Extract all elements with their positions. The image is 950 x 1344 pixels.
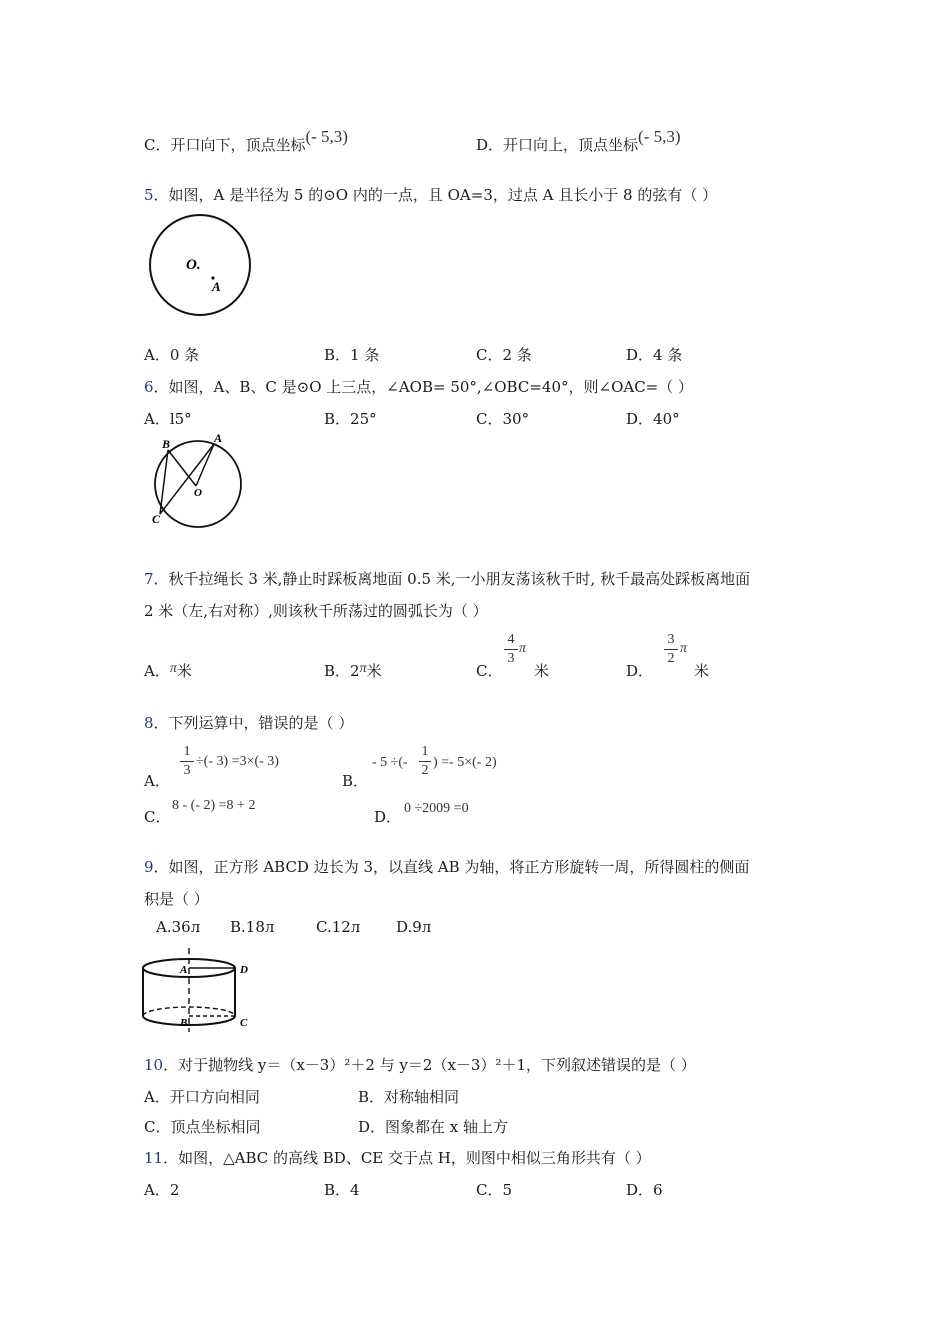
q9-label-c: C — [240, 1017, 248, 1029]
q7-option-d-pi: π — [680, 641, 688, 656]
q8-option-b-numerator: 1 — [421, 744, 429, 759]
q8-text: ．下列运算中，错误的是（ ） — [153, 714, 354, 732]
q9-option-c: C.12л — [316, 918, 361, 936]
q4-option-d-label: D．开口向上，顶点坐标 — [476, 136, 639, 154]
q10-number: 10 — [144, 1056, 164, 1074]
q7-option-d-numerator: 3 — [667, 632, 675, 647]
q7-option-c-pi: π — [519, 641, 527, 656]
q7-option-a-unit: 米 — [176, 662, 192, 680]
q6-label-a: A — [214, 432, 223, 445]
q6-option-b: B．25° — [324, 410, 377, 428]
q5-text: ．如图，A 是半径为 5 的⊙O 内的一点，且 OA=3，过点 A 且长小于 8 的弦有（ ） — [153, 186, 718, 204]
q11-text: ．如图，△ABC 的高线 BD、CE 交于点 H，则图中相似三角形共有（ ） — [163, 1149, 651, 1167]
q9-cylinder-figure — [140, 946, 260, 1034]
q8-option-a-rest: ÷(- 3) =3×(- 3) — [196, 754, 279, 769]
q8-option-b-denominator: 2 — [421, 763, 429, 778]
q9-option-a: A.36л — [156, 918, 201, 936]
q10-option-d: D．图象都在 x 轴上方 — [358, 1118, 509, 1136]
q7-option-d-label: D． — [626, 662, 654, 680]
q5-option-d: D．4 条 — [626, 346, 683, 364]
q6-label-o: O — [194, 487, 202, 499]
q8-option-a-fraction — [180, 744, 194, 779]
q8-option-a-label: A． — [144, 772, 170, 790]
q5-circle-figure — [146, 212, 256, 318]
q7-option-d-fraction-bar — [664, 649, 678, 650]
q7-number: 7 — [144, 570, 154, 588]
q9-number: 9 — [144, 858, 154, 876]
q5-label-a: A — [212, 279, 221, 294]
q4-option-c-label: C．开口向下，顶点坐标 — [144, 136, 306, 154]
q4-option-d — [476, 127, 681, 155]
q9-option-b: B.18л — [230, 918, 275, 936]
q7-option-a-label: A． — [144, 662, 170, 680]
q8-option-b-label: B． — [342, 772, 369, 790]
q7-option-b-label: B．2 — [324, 662, 360, 680]
q6-stem — [144, 376, 693, 397]
q8-option-d-math: 0 ÷2009 =0 — [404, 801, 469, 816]
q9-text-line1: ．如图，正方形 ABCD 边长为 3，以直线 AB 为轴，将正方形旋转一周，所得圆柱的侧面 — [153, 858, 750, 876]
q7-option-c-label: C． — [476, 662, 503, 680]
q7-option-c-numerator: 4 — [507, 632, 515, 647]
q9-stem-line2: 积是（ ） — [144, 890, 209, 908]
q10-option-a: A．开口方向相同 — [144, 1088, 260, 1106]
q7-stem-line1 — [144, 568, 750, 589]
q7-stem-line2: 2 米（左,右对称）,则该秋千所荡过的圆弧长为（ ） — [144, 602, 488, 620]
q11-option-d: D．6 — [626, 1181, 663, 1199]
q5-option-a: A．0 条 — [144, 346, 200, 364]
q7-option-c-unit: 米 — [534, 662, 550, 680]
q8-option-a-numerator: 1 — [183, 744, 191, 759]
q10-option-b: B．对称轴相同 — [358, 1088, 460, 1106]
q7-option-b-pi: π — [359, 661, 367, 676]
q5-option-c: C．2 条 — [476, 346, 532, 364]
q9-label-a: A — [180, 964, 188, 976]
q10-stem — [144, 1054, 696, 1075]
q6-circle-figure — [146, 432, 250, 532]
q8-stem — [144, 712, 353, 733]
q5-label-o: O. — [186, 257, 201, 273]
q6-option-a: A．l5° — [144, 410, 192, 428]
q6-option-d: D．40° — [626, 410, 680, 428]
q7-text-line1: ．秋千拉绳长 3 米,静止时踩板离地面 0.5 米,一小朋友荡该秋千时, 秋千最高处踩板离地面 — [153, 570, 751, 588]
q4-option-d-coord: (- 5,3) — [638, 127, 681, 146]
q8-option-b-rest: ) =- 5×(- 2) — [433, 755, 497, 770]
q7-option-d-fraction — [664, 632, 678, 667]
q10-text: ．对于抛物线 y＝（x－3）²＋2 与 y＝2（x－3）²＋1，下列叙述错误的是（ ） — [163, 1056, 696, 1074]
q7-option-a — [144, 660, 192, 681]
q9-label-d: D — [240, 964, 248, 976]
q6-label-c: C — [152, 512, 161, 526]
q11-number: 11 — [144, 1149, 164, 1167]
q8-option-b-pre: - 5 ÷(- — [372, 755, 408, 770]
q6-number: 6 — [144, 378, 154, 396]
q5-option-b: B．1 条 — [324, 346, 380, 364]
q8-number: 8 — [144, 714, 154, 732]
q7-option-c-denominator: 3 — [507, 651, 515, 666]
q9-option-d: D.9л — [396, 918, 432, 936]
q9-stem-line1 — [144, 856, 749, 877]
q7-option-a-pi: π — [169, 661, 177, 676]
q8-option-a-denominator: 3 — [183, 763, 191, 778]
q8-option-a-fraction-bar — [180, 761, 194, 762]
q5-number: 5 — [144, 186, 154, 204]
q7-option-b-unit: 米 — [366, 662, 382, 680]
q6-label-b: B — [162, 437, 171, 451]
q11-option-c: C．5 — [476, 1181, 513, 1199]
q10-option-c: C．顶点坐标相同 — [144, 1118, 261, 1136]
q6-text: ．如图，A、B、C 是⊙O 上三点，∠AOB= 50°,∠OBC=40°，则∠OAC=（ ） — [153, 378, 694, 396]
q4-option-c — [144, 127, 348, 155]
q11-option-a: A．2 — [144, 1181, 180, 1199]
q8-option-c-math: 8 - (- 2) =8 + 2 — [172, 798, 256, 813]
q7-option-b — [324, 660, 382, 681]
q7-option-c-fraction-bar — [504, 649, 518, 650]
q7-option-d-unit: 米 — [694, 662, 710, 680]
q6-option-c: C．30° — [476, 410, 530, 428]
q7-option-d-denominator: 2 — [667, 651, 675, 666]
q6-segment-bo — [168, 450, 196, 486]
q8-option-b-fraction-bar — [419, 761, 431, 762]
q8-option-c-label: C． — [144, 808, 171, 826]
q4-option-c-coord: (- 5,3) — [305, 127, 348, 146]
q9-label-b: B — [180, 1017, 188, 1029]
q7-option-c-fraction — [504, 632, 518, 667]
q11-option-b: B．4 — [324, 1181, 360, 1199]
q8-option-b-fraction — [419, 744, 431, 779]
q5-stem — [144, 184, 717, 205]
q8-option-d-label: D． — [374, 808, 402, 826]
q11-stem — [144, 1147, 651, 1168]
